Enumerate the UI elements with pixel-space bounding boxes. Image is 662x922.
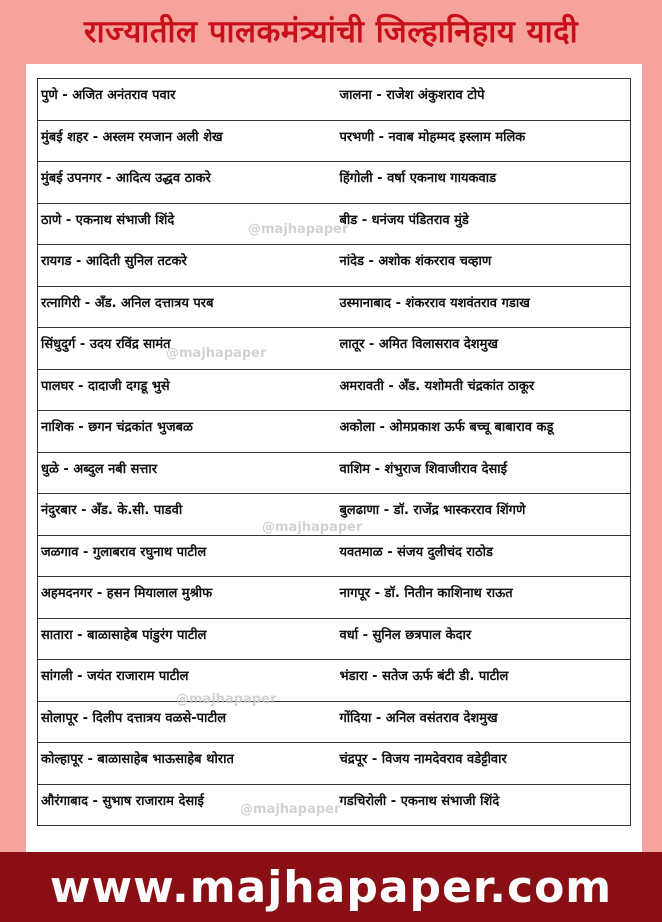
district-minister-left: मुंबई शहर - अस्लम रमजान अली शेख <box>41 129 223 145</box>
district-minister-right: वाशिम - शंभुराज शिवाजीराव देसाई <box>339 461 508 477</box>
district-minister-right: अकोला - ओमप्रकाश ऊर्फ बच्चू बाबाराव कडू <box>339 420 554 435</box>
district-minister-left: सोलापूर - दिलीप दत्तात्रय वळसे-पाटील <box>41 710 227 726</box>
district-minister-left: मुंबई उपनगर - आदित्य उद्धव ठाकरे <box>41 171 211 186</box>
district-minister-right: जालना - राजेश अंकुशराव टोपे <box>339 88 485 103</box>
district-minister-left: रायगड - आदिती सुनिल तटकरे <box>41 254 187 269</box>
district-minister-left: जळगाव - गुलाबराव रघुनाथ पाटील <box>41 544 207 560</box>
table-row <box>37 660 631 702</box>
watermark: @majhapaper <box>176 692 277 707</box>
table-row <box>37 162 631 204</box>
district-minister-right: लातूर - अमित विलासराव देशमुख <box>339 337 499 352</box>
district-minister-left: पुणे - अजित अनंतराव पवार <box>41 88 176 103</box>
district-minister-left: नंदुरबार - अँड. के.सी. पाडवी <box>41 503 183 518</box>
district-minister-right: वर्धा - सुनिल छत्रपाल केदार <box>339 627 472 643</box>
district-minister-right: यवतमाळ - संजय दुलीचंद राठोड <box>339 544 493 560</box>
district-minister-right: अमरावती - अँड. यशोमती चंद्रकांत ठाकूर <box>339 378 535 394</box>
table-row <box>37 743 631 785</box>
table-row <box>37 702 631 744</box>
table-row <box>37 328 631 370</box>
district-minister-right: चंद्रपूर - विजय नामदेवराव वडेट्टीवार <box>339 752 507 767</box>
table-row <box>37 287 631 329</box>
district-minister-left: पालघर - दादाजी दगडू भुसे <box>41 378 170 394</box>
district-minister-right: बुलढाणा - डॉ. राजेंद्र भास्करराव शिंगणे <box>339 503 526 518</box>
table-row <box>37 411 631 453</box>
watermark: @majhapaper <box>166 346 267 361</box>
website-url: www.majhapaper.com <box>49 861 613 913</box>
district-minister-left: सातारा - बाळासाहेब पांडुरंग पाटील <box>41 627 207 643</box>
district-minister-right: नांदेड - अशोक शंकरराव चव्हाण <box>339 254 492 269</box>
district-minister-left: कोल्हापूर - बाळासाहेब भाऊसाहेब थोरात <box>41 752 234 767</box>
district-minister-right: हिंगोली - वर्षा एकनाथ गायकवाड <box>339 171 497 186</box>
district-minister-left: रत्नागिरी - अँड. अनिल दत्तात्रय परब <box>41 295 214 311</box>
district-minister-left: ठाणे - एकनाथ संभाजी शिंदे <box>41 212 175 228</box>
footer-banner <box>0 852 662 922</box>
district-minister-left: सांगली - जयंत राजाराम पाटील <box>41 669 189 684</box>
document-sheet <box>26 64 642 852</box>
district-minister-right: भंडारा - सतेज ऊर्फ बंटी डी. पाटील <box>339 669 509 684</box>
table-row <box>37 619 631 661</box>
district-minister-right: उस्मानाबाद - शंकरराव यशवंतराव गडाख <box>339 295 530 311</box>
district-minister-right: परभणी - नवाब मोहम्मद इस्लाम मलिक <box>339 129 526 145</box>
district-minister-right: गोंदिया - अनिल वसंतराव देशमुख <box>339 710 498 726</box>
district-minister-left: सिंधुदुर्ग - उदय रविंद्र सामंत <box>41 337 171 352</box>
watermark: @majhapaper <box>262 520 363 535</box>
district-minister-right: गडचिरोली - एकनाथ संभाजी शिंदे <box>339 793 500 809</box>
watermark: @majhapaper <box>240 802 341 817</box>
table-row <box>37 370 631 412</box>
page-title: राज्यातील पालकमंत्र्यांची जिल्हानिहाय यादी <box>83 14 579 50</box>
table-row <box>37 79 631 121</box>
minister-table <box>37 78 631 826</box>
table-row <box>37 453 631 495</box>
district-minister-left: धुळे - अब्दुल नबी सत्तार <box>41 461 158 477</box>
district-minister-left: नाशिक - छगन चंद्रकांत भुजबळ <box>41 420 193 435</box>
district-minister-left: औरंगाबाद - सुभाष राजाराम देसाई <box>41 793 204 809</box>
district-minister-right: बीड - धनंजय पंडितराव मुंडे <box>339 212 469 228</box>
table-row <box>37 245 631 287</box>
district-minister-left: अहमदनगर - हसन मियालाल मुश्रीफ <box>41 586 213 601</box>
table-row <box>37 121 631 163</box>
watermark: @majhapaper <box>248 222 349 237</box>
table-row <box>37 536 631 578</box>
table-row <box>37 577 631 619</box>
district-minister-right: नागपूर - डॉ. नितीन काशिनाथ राऊत <box>339 586 513 601</box>
